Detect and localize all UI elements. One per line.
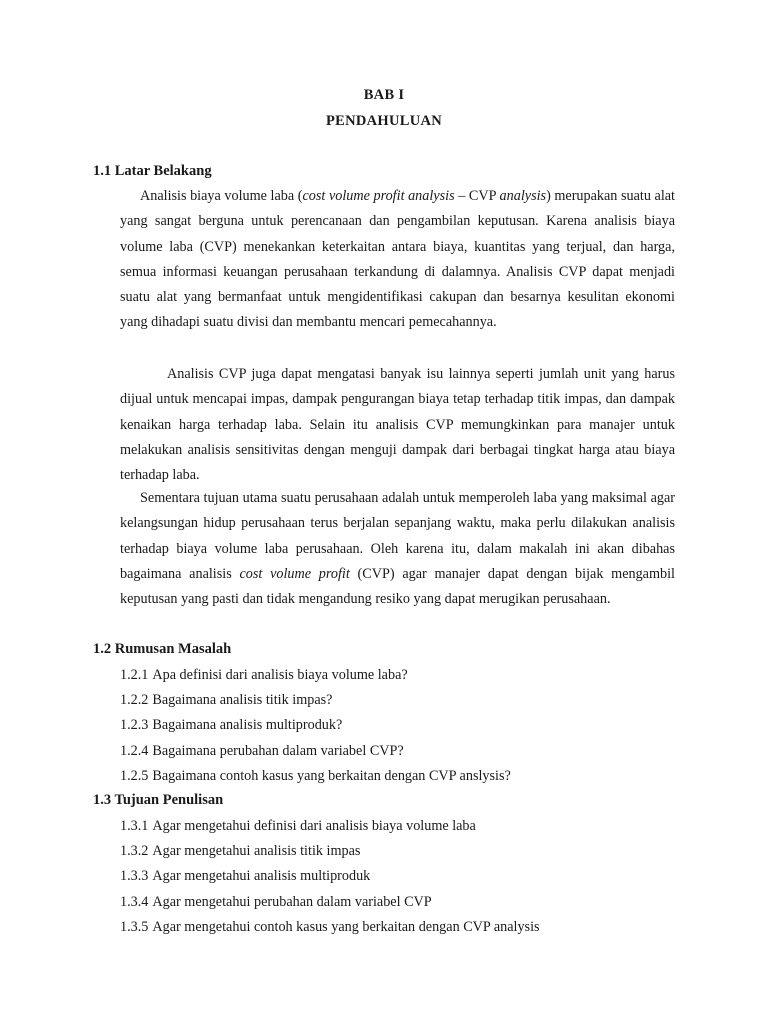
section-heading-tujuan-penulisan: 1.3 Tujuan Penulisan <box>93 792 224 808</box>
paragraph-2: Analisis CVP juga dapat mengatasi banyak isu lainnya seperti jumlah unit yang harus dijual untuk mencapai impas, dampak pengurangan biaya tetap terhadap titik impas, dan dampak kenaikan harga terhadap laba. Selain itu analisis CVP memungkinkan para manajer untuk melakukan analisis sensitivitas dengan menguji dampak dari berbagai tingkat harga atau biaya terhadap laba. <box>120 366 675 484</box>
paragraph-3: Sementara tujuan utama suatu perusahaan adalah untuk memperoleh laba yang maksimal agar kelangsungan hidup perusahaan terus berjalan sepanjang waktu, maka perlu dilakukan analisis terhadap biaya volume laba perusahaan. Oleh karena itu, dalam makalah ini akan dibahas bagaimana analisis cost volume profit (CVP) agar manajer dapat dengan bijak mengambil keputusan yang pasti dan tidak mengandung resiko yang dapat merugikan perusahaan. <box>120 490 675 608</box>
section-heading-rumusan-masalah: 1.2 Rumusan Masalah <box>93 641 232 657</box>
list-item: 1.2.1 Apa definisi dari analisis biaya volume laba? <box>120 667 408 683</box>
paragraph-1: Analisis biaya volume laba (cost volume profit analysis – CVP analysis) merupakan suatu alat yang sangat berguna untuk perencanaan dan pengambilan keputusan. Karena analisis biaya volume laba (CVP) menekankan keterkaitan antara biaya, kuantitas yang terjual, dan harga, semua informasi keuangan perusahaan terkandung di dalamnya. Analisis CVP dapat menjadi suatu alat yang bermanfaat untuk mengidentifikasi cakupan dan besarnya kesulitan ekonomi yang dihadapi suatu divisi dan membantu mencari pemecahannya. <box>120 188 676 331</box>
tujuan-penulisan-list <box>120 814 540 940</box>
list-item: 1.2.4 Bagaimana perubahan dalam variabel CVP? <box>120 742 404 759</box>
chapter-number: BAB I <box>363 87 405 103</box>
list-item: 1.3.1 Agar mengetahui definisi dari analisis biaya volume laba <box>120 818 476 834</box>
list-item: 1.3.2 Agar mengetahui analisis titik impas <box>120 843 361 860</box>
list-item: 1.3.3 Agar mengetahui analisis multiproduk <box>120 868 371 885</box>
list-item: 1.3.5 Agar mengetahui contoh kasus yang berkaitan dengan CVP analysis <box>120 918 540 935</box>
list-item: 1.3.4 Agar mengetahui perubahan dalam variabel CVP <box>120 893 432 910</box>
list-item: 1.2.5 Bagaimana contoh kasus yang berkaitan dengan CVP anslysis? <box>120 767 511 784</box>
rumusan-masalah-list <box>120 663 511 789</box>
chapter-title: PENDAHULUAN <box>325 113 443 129</box>
list-item: 1.2.3 Bagaimana analisis multiproduk? <box>120 717 343 734</box>
section-heading-latar-belakang: 1.1 Latar Belakang <box>93 163 212 179</box>
list-item: 1.2.2 Bagaimana analisis titik impas? <box>120 692 333 709</box>
